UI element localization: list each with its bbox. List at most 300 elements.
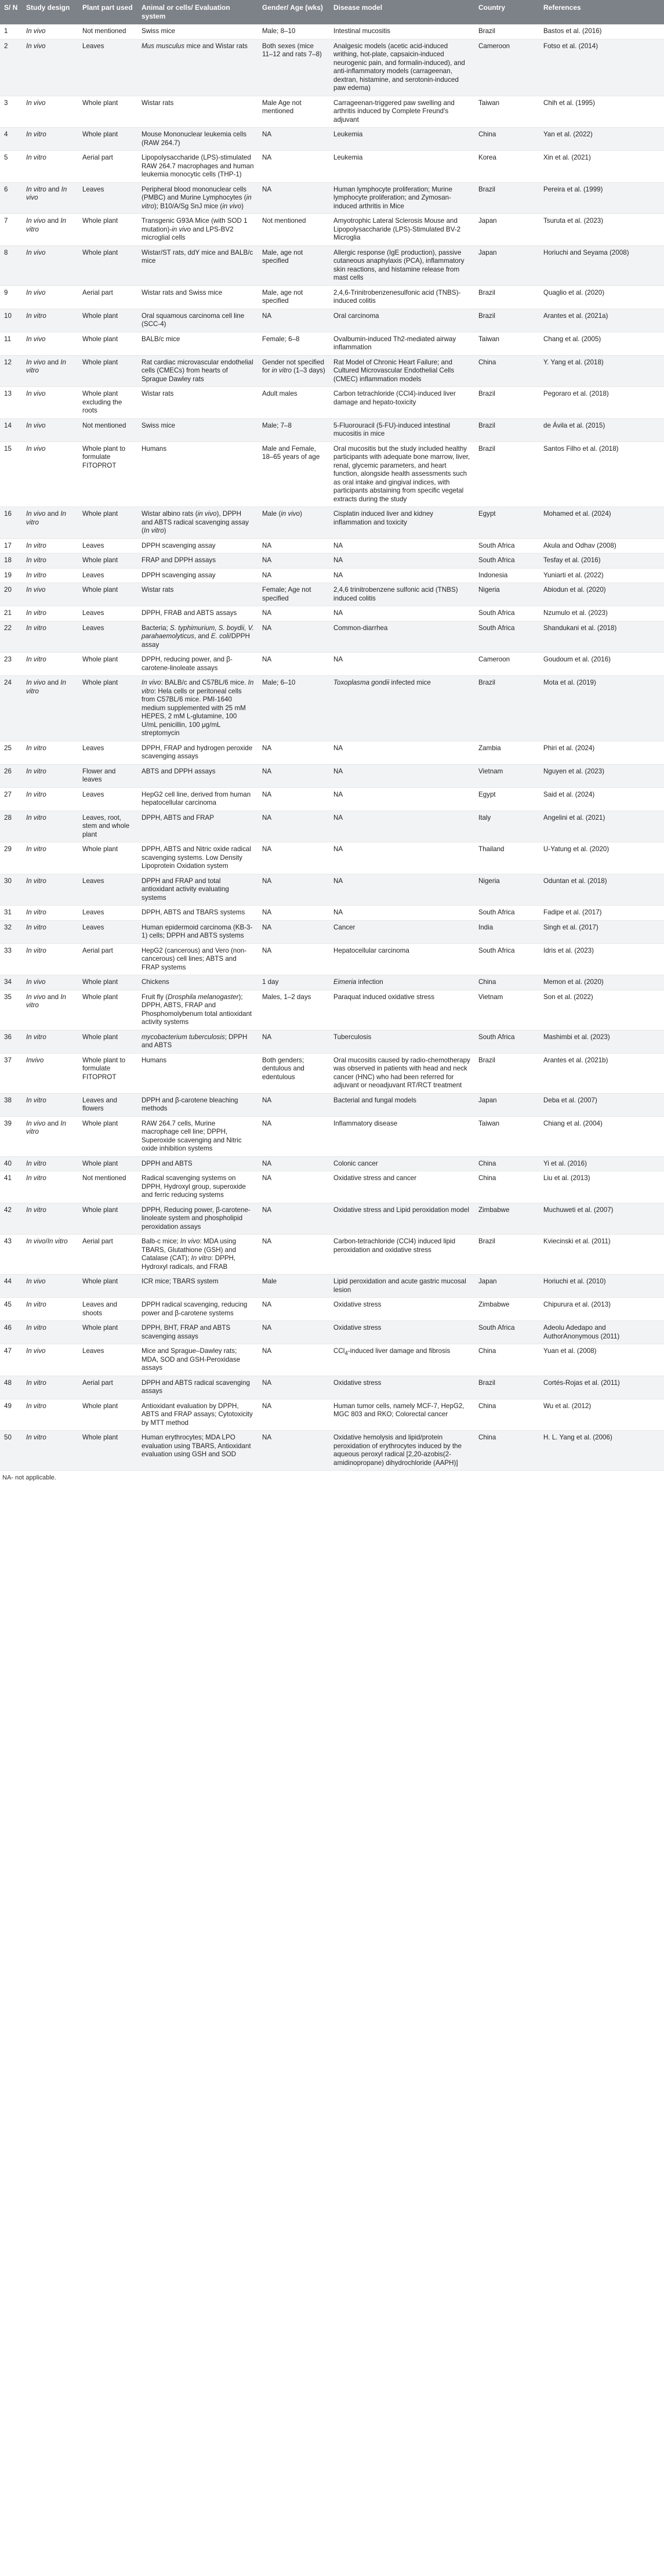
cell-gender-age: Male; 8–10 bbox=[258, 24, 329, 39]
cell-reference: Yan et al. (2022) bbox=[539, 128, 664, 151]
cell-study-design: In vivo and In vitro bbox=[22, 1116, 78, 1156]
cell-study-design: In vivo/In vitro bbox=[22, 1235, 78, 1275]
cell-plant-part: Leaves and shoots bbox=[78, 1298, 137, 1321]
header-plant-part: Plant part used bbox=[78, 0, 137, 24]
cell-reference: Pegoraro et al. (2018) bbox=[539, 387, 664, 419]
cell-country: Egypt bbox=[474, 787, 539, 811]
cell-sn: 45 bbox=[0, 1298, 22, 1321]
cell-study-design: In vitro bbox=[22, 920, 78, 943]
cell-sn: 7 bbox=[0, 214, 22, 246]
cell-country: China bbox=[474, 975, 539, 990]
cell-reference: Mohamed et al. (2024) bbox=[539, 507, 664, 539]
cell-plant-part: Whole plant bbox=[78, 990, 137, 1030]
cell-sn: 39 bbox=[0, 1116, 22, 1156]
table-row bbox=[0, 906, 664, 921]
cell-animal-cells: DPPH and ABTS radical scavenging assays bbox=[137, 1376, 258, 1399]
cell-disease-model: Tuberculosis bbox=[329, 1030, 474, 1053]
cell-sn: 14 bbox=[0, 418, 22, 442]
cell-study-design: In vivo and In vitro bbox=[22, 355, 78, 387]
cell-country: Nigeria bbox=[474, 874, 539, 906]
cell-study-design: In vivo and In vitro bbox=[22, 214, 78, 246]
cell-animal-cells: Oral squamous carcinoma cell line (SCC-4) bbox=[137, 309, 258, 332]
cell-sn: 43 bbox=[0, 1235, 22, 1275]
cell-animal-cells: Bacteria; S. typhimurium, S. boydii, V. parahaemolyticus, and E. coli/DPPH assay bbox=[137, 621, 258, 653]
cell-study-design: In vitro bbox=[22, 811, 78, 842]
cell-study-design: In vitro bbox=[22, 943, 78, 975]
cell-sn: 2 bbox=[0, 39, 22, 96]
cell-disease-model: 5-Fluorouracil (5-FU)-induced intestinal mucositis in mice bbox=[329, 418, 474, 442]
cell-country: South Africa bbox=[474, 538, 539, 553]
cell-country: Taiwan bbox=[474, 96, 539, 128]
table-row bbox=[0, 568, 664, 583]
cell-gender-age: NA bbox=[258, 128, 329, 151]
cell-country: Brazil bbox=[474, 387, 539, 419]
cell-study-design: In vivo bbox=[22, 332, 78, 355]
cell-disease-model: Human tumor cells, namely MCF-7, HepG2, MGC 803 and RKO; Colorectal cancer bbox=[329, 1399, 474, 1431]
cell-country: Korea bbox=[474, 151, 539, 183]
cell-study-design: In vitro bbox=[22, 1431, 78, 1471]
cell-reference: Horiuchi et al. (2010) bbox=[539, 1275, 664, 1298]
cell-plant-part: Aerial part bbox=[78, 1235, 137, 1275]
cell-country: Egypt bbox=[474, 507, 539, 539]
cell-plant-part: Aerial part bbox=[78, 1376, 137, 1399]
cell-country: Brazil bbox=[474, 418, 539, 442]
cell-plant-part: Whole plant bbox=[78, 245, 137, 285]
cell-disease-model: Amyotrophic Lateral Sclerosis Mouse and Lipopolysaccharide (LPS)-Stimulated BV-2 Microglia bbox=[329, 214, 474, 246]
cell-disease-model: NA bbox=[329, 764, 474, 787]
cell-gender-age: NA bbox=[258, 842, 329, 874]
cell-study-design: In vivo bbox=[22, 96, 78, 128]
cell-plant-part: Whole plant bbox=[78, 1399, 137, 1431]
cell-study-design: In vitro bbox=[22, 1298, 78, 1321]
cell-animal-cells: Humans bbox=[137, 442, 258, 507]
cell-study-design: In vivo bbox=[22, 24, 78, 39]
cell-country: South Africa bbox=[474, 1321, 539, 1344]
cell-animal-cells: HepG2 (cancerous) and Vero (non-cancerous) cell lines; ABTS and FRAP systems bbox=[137, 943, 258, 975]
table-row bbox=[0, 538, 664, 553]
cell-study-design: In vitro bbox=[22, 1171, 78, 1203]
cell-reference: de Ávila et al. (2015) bbox=[539, 418, 664, 442]
cell-country: South Africa bbox=[474, 1030, 539, 1053]
cell-gender-age: NA bbox=[258, 151, 329, 183]
cell-reference: Shandukani et al. (2018) bbox=[539, 621, 664, 653]
header-disease-model: Disease model bbox=[329, 0, 474, 24]
cell-gender-age: Male Age not mentioned bbox=[258, 96, 329, 128]
cell-study-design: In vitro bbox=[22, 553, 78, 569]
cell-sn: 31 bbox=[0, 906, 22, 921]
cell-animal-cells: Chickens bbox=[137, 975, 258, 990]
cell-animal-cells: Peripheral blood mononuclear cells (PMBC) and Murine Lymphocytes (in vitro); B10/A/Sg SnJ mice (in vivo) bbox=[137, 182, 258, 214]
cell-plant-part: Leaves bbox=[78, 182, 137, 214]
table-row bbox=[0, 285, 664, 309]
cell-sn: 29 bbox=[0, 842, 22, 874]
table-row bbox=[0, 245, 664, 285]
cell-study-design: In vitro bbox=[22, 128, 78, 151]
cell-animal-cells: Swiss mice bbox=[137, 418, 258, 442]
cell-gender-age: Not mentioned bbox=[258, 214, 329, 246]
table-row bbox=[0, 39, 664, 96]
cell-disease-model: Oral mucositis but the study included healthy participants with adequate bone marrow, liver, renal, glycemic parameters, and heart function, alongside health assessments such as oral intake and gingival indices, with participants abstaining from specific vegetal extracts during the study bbox=[329, 442, 474, 507]
cell-study-design: In vitro bbox=[22, 1030, 78, 1053]
table-row bbox=[0, 1321, 664, 1344]
cell-animal-cells: Fruit fly (Drosphila melanogaster); DPPH, ABTS, FRAP and Phosphomolybenum total antioxidant activity systems bbox=[137, 990, 258, 1030]
cell-plant-part: Leaves bbox=[78, 606, 137, 621]
cell-reference: Deba et al. (2007) bbox=[539, 1093, 664, 1116]
cell-plant-part: Whole plant bbox=[78, 653, 137, 676]
cell-gender-age: NA bbox=[258, 553, 329, 569]
cell-sn: 24 bbox=[0, 676, 22, 741]
table-row bbox=[0, 1171, 664, 1203]
cell-animal-cells: Rat cardiac microvascular endothelial cells (CMECs) from hearts of Sprague Dawley rats bbox=[137, 355, 258, 387]
cell-sn: 13 bbox=[0, 387, 22, 419]
cell-country: Vietnam bbox=[474, 990, 539, 1030]
cell-gender-age: NA bbox=[258, 811, 329, 842]
cell-study-design: In vivo bbox=[22, 583, 78, 606]
cell-country: China bbox=[474, 1399, 539, 1431]
table-row bbox=[0, 355, 664, 387]
cell-sn: 17 bbox=[0, 538, 22, 553]
cell-animal-cells: DPPH and β-carotene bleaching methods bbox=[137, 1093, 258, 1116]
cell-gender-age: NA bbox=[258, 309, 329, 332]
cell-gender-age: Male, age not specified bbox=[258, 285, 329, 309]
cell-sn: 36 bbox=[0, 1030, 22, 1053]
cell-gender-age: NA bbox=[258, 1376, 329, 1399]
cell-reference: Fadipe et al. (2017) bbox=[539, 906, 664, 921]
cell-animal-cells: Human epidermoid carcinoma (KB-3-1) cells; DPPH and ABTS systems bbox=[137, 920, 258, 943]
cell-sn: 47 bbox=[0, 1344, 22, 1376]
cell-animal-cells: RAW 264.7 cells, Murine macrophage cell line; DPPH, Superoxide scavenging and Nitric oxide inhibition systems bbox=[137, 1116, 258, 1156]
cell-sn: 48 bbox=[0, 1376, 22, 1399]
cell-disease-model: Paraquat induced oxidative stress bbox=[329, 990, 474, 1030]
table-row bbox=[0, 764, 664, 787]
cell-country: China bbox=[474, 1171, 539, 1203]
cell-country: Brazil bbox=[474, 309, 539, 332]
cell-animal-cells: BALB/c mice bbox=[137, 332, 258, 355]
cell-gender-age: NA bbox=[258, 764, 329, 787]
cell-reference: Said et al. (2024) bbox=[539, 787, 664, 811]
cell-plant-part: Whole plant bbox=[78, 1030, 137, 1053]
cell-gender-age: NA bbox=[258, 1235, 329, 1275]
cell-plant-part: Whole plant bbox=[78, 128, 137, 151]
cell-study-design: In vitro bbox=[22, 1399, 78, 1431]
cell-animal-cells: Lipopolysaccharide (LPS)-stimulated RAW 264.7 macrophages and human leukemia monocytic cells (THP-1) bbox=[137, 151, 258, 183]
cell-plant-part: Whole plant bbox=[78, 214, 137, 246]
cell-plant-part: Whole plant bbox=[78, 507, 137, 539]
table-row bbox=[0, 418, 664, 442]
cell-reference: Muchuweti et al. (2007) bbox=[539, 1203, 664, 1235]
cell-sn: 38 bbox=[0, 1093, 22, 1116]
cell-animal-cells: DPPH radical scavenging, reducing power and β-carotene systems bbox=[137, 1298, 258, 1321]
table-row bbox=[0, 1093, 664, 1116]
cell-gender-age: NA bbox=[258, 1116, 329, 1156]
table-row bbox=[0, 1275, 664, 1298]
cell-study-design: In vitro bbox=[22, 621, 78, 653]
cell-sn: 11 bbox=[0, 332, 22, 355]
cell-gender-age: Male and Female, 18–65 years of age bbox=[258, 442, 329, 507]
cell-reference: Oduntan et al. (2018) bbox=[539, 874, 664, 906]
cell-reference: Pereira et al. (1999) bbox=[539, 182, 664, 214]
cell-disease-model: Leukemia bbox=[329, 151, 474, 183]
table-row bbox=[0, 874, 664, 906]
cell-gender-age: NA bbox=[258, 1399, 329, 1431]
cell-reference: Tesfay et al. (2016) bbox=[539, 553, 664, 569]
cell-disease-model: Human lymphocyte proliferation; Murine lymphocyte proliferation; and Zymosan-induced arthritis in Mice bbox=[329, 182, 474, 214]
table-row bbox=[0, 507, 664, 539]
cell-plant-part: Whole plant to formulate FITOPROT bbox=[78, 1053, 137, 1093]
cell-reference: Yi et al. (2016) bbox=[539, 1156, 664, 1171]
cell-country: Brazil bbox=[474, 1376, 539, 1399]
cell-animal-cells: DPPH, FRAP and hydrogen peroxide scavenging assays bbox=[137, 741, 258, 764]
cell-gender-age: NA bbox=[258, 741, 329, 764]
cell-sn: 34 bbox=[0, 975, 22, 990]
cell-sn: 37 bbox=[0, 1053, 22, 1093]
cell-study-design: In vitro bbox=[22, 568, 78, 583]
cell-country: Brazil bbox=[474, 1053, 539, 1093]
cell-disease-model: Oxidative stress and cancer bbox=[329, 1171, 474, 1203]
cell-plant-part: Whole plant bbox=[78, 1156, 137, 1171]
cell-reference: Idris et al. (2023) bbox=[539, 943, 664, 975]
cell-reference: U-Yatung et al. (2020) bbox=[539, 842, 664, 874]
cell-country: South Africa bbox=[474, 621, 539, 653]
table-row bbox=[0, 1431, 664, 1471]
cell-study-design: In vivo and In vitro bbox=[22, 676, 78, 741]
cell-reference: Arantes et al. (2021a) bbox=[539, 309, 664, 332]
cell-disease-model: Carbon-tetrachloride (CCl4) induced lipid peroxidation and oxidative stress bbox=[329, 1235, 474, 1275]
cell-country: South Africa bbox=[474, 906, 539, 921]
cell-reference: Yuniarti et al. (2022) bbox=[539, 568, 664, 583]
table-row bbox=[0, 332, 664, 355]
cell-study-design: In vivo bbox=[22, 285, 78, 309]
cell-reference: Wu et al. (2012) bbox=[539, 1399, 664, 1431]
cell-gender-age: Male bbox=[258, 1275, 329, 1298]
cell-sn: 28 bbox=[0, 811, 22, 842]
cell-study-design: In vitro bbox=[22, 787, 78, 811]
cell-disease-model: Hepatocellular carcinoma bbox=[329, 943, 474, 975]
cell-reference: Singh et al. (2017) bbox=[539, 920, 664, 943]
cell-plant-part: Not mentioned bbox=[78, 24, 137, 39]
cell-country: Japan bbox=[474, 245, 539, 285]
cell-disease-model: NA bbox=[329, 811, 474, 842]
cell-animal-cells: Wistar rats bbox=[137, 96, 258, 128]
cell-sn: 19 bbox=[0, 568, 22, 583]
cell-disease-model: Oral carcinoma bbox=[329, 309, 474, 332]
cell-reference: Xin et al. (2021) bbox=[539, 151, 664, 183]
cell-sn: 23 bbox=[0, 653, 22, 676]
cell-disease-model: NA bbox=[329, 874, 474, 906]
cell-plant-part: Whole plant bbox=[78, 676, 137, 741]
cell-disease-model: NA bbox=[329, 842, 474, 874]
cell-plant-part: Whole plant bbox=[78, 583, 137, 606]
cell-sn: 18 bbox=[0, 553, 22, 569]
cell-plant-part: Whole plant bbox=[78, 975, 137, 990]
table-row bbox=[0, 787, 664, 811]
cell-study-design: In vitro bbox=[22, 151, 78, 183]
cell-plant-part: Aerial part bbox=[78, 943, 137, 975]
cell-disease-model: 2,4,6 trinitrobenzene sulfonic acid (TNBS) induced colitis bbox=[329, 583, 474, 606]
cell-study-design: In vitro and In vivo bbox=[22, 182, 78, 214]
cell-reference: Akula and Odhav (2008) bbox=[539, 538, 664, 553]
cell-disease-model: Intestinal mucositis bbox=[329, 24, 474, 39]
cell-animal-cells: ABTS and DPPH assays bbox=[137, 764, 258, 787]
cell-plant-part: Whole plant bbox=[78, 1321, 137, 1344]
cell-plant-part: Whole plant bbox=[78, 1431, 137, 1471]
cell-study-design: In vivo and In vitro bbox=[22, 990, 78, 1030]
cell-country: Zimbabwe bbox=[474, 1298, 539, 1321]
cell-country: South Africa bbox=[474, 553, 539, 569]
cell-animal-cells: DPPH, reducing power, and β-carotene-linoleate assays bbox=[137, 653, 258, 676]
cell-sn: 4 bbox=[0, 128, 22, 151]
cell-disease-model: Lipid peroxidation and acute gastric mucosal lesion bbox=[329, 1275, 474, 1298]
cell-sn: 15 bbox=[0, 442, 22, 507]
cell-gender-age: Adult males bbox=[258, 387, 329, 419]
table-row bbox=[0, 1298, 664, 1321]
cell-animal-cells: Transgenic G93A Mice (with SOD 1 mutation)-in vivo and LPS-BV2 microglial cells bbox=[137, 214, 258, 246]
cell-gender-age: NA bbox=[258, 1203, 329, 1235]
cell-plant-part: Aerial part bbox=[78, 151, 137, 183]
cell-sn: 16 bbox=[0, 507, 22, 539]
cell-reference: Liu et al. (2013) bbox=[539, 1171, 664, 1203]
cell-reference: Nzumulo et al. (2023) bbox=[539, 606, 664, 621]
cell-plant-part: Leaves bbox=[78, 874, 137, 906]
cell-country: Brazil bbox=[474, 1235, 539, 1275]
cell-country: Italy bbox=[474, 811, 539, 842]
cell-disease-model: Oxidative hemolysis and lipid/protein peroxidation of erythrocytes induced by the aqueous peroxyl radical [2,20-azobis(2-amidinopropane) dihydrochloride (AAPH)] bbox=[329, 1431, 474, 1471]
cell-plant-part: Flower and leaves bbox=[78, 764, 137, 787]
table-row bbox=[0, 214, 664, 246]
cell-animal-cells: Balb-c mice; In vivo: MDA using TBARS, Glutathione (GSH) and Catalase (CAT); In vitro: DPPH, Hydroxyl radicals, and FRAB bbox=[137, 1235, 258, 1275]
cell-disease-model: Colonic cancer bbox=[329, 1156, 474, 1171]
cell-disease-model: Oxidative stress bbox=[329, 1321, 474, 1344]
cell-gender-age: NA bbox=[258, 1431, 329, 1471]
cell-disease-model: Oxidative stress bbox=[329, 1376, 474, 1399]
cell-reference: Bastos et al. (2016) bbox=[539, 24, 664, 39]
cell-disease-model: Leukemia bbox=[329, 128, 474, 151]
cell-disease-model: Toxoplasma gondii infected mice bbox=[329, 676, 474, 741]
cell-disease-model: Inflammatory disease bbox=[329, 1116, 474, 1156]
cell-animal-cells: Wistar rats bbox=[137, 583, 258, 606]
cell-sn: 40 bbox=[0, 1156, 22, 1171]
cell-animal-cells: Wistar rats bbox=[137, 387, 258, 419]
cell-disease-model: Carbon tetrachloride (CCl4)-induced liver damage and hepato-toxicity bbox=[329, 387, 474, 419]
cell-reference: H. L. Yang et al. (2006) bbox=[539, 1431, 664, 1471]
cell-study-design: In vitro bbox=[22, 1203, 78, 1235]
cell-plant-part: Whole plant bbox=[78, 309, 137, 332]
cell-country: Taiwan bbox=[474, 1116, 539, 1156]
cell-sn: 30 bbox=[0, 874, 22, 906]
cell-disease-model: NA bbox=[329, 787, 474, 811]
cell-plant-part: Whole plant bbox=[78, 1275, 137, 1298]
cell-gender-age: NA bbox=[258, 906, 329, 921]
cell-plant-part: Aerial part bbox=[78, 285, 137, 309]
table-row bbox=[0, 653, 664, 676]
cell-gender-age: NA bbox=[258, 920, 329, 943]
cell-animal-cells: DPPH, ABTS and TBARS systems bbox=[137, 906, 258, 921]
cell-country: China bbox=[474, 128, 539, 151]
cell-disease-model: Cisplatin induced liver and kidney inflammation and toxicity bbox=[329, 507, 474, 539]
cell-reference: Tsuruta et al. (2023) bbox=[539, 214, 664, 246]
cell-disease-model: Carrageenan-triggered paw swelling and arthritis induced by Complete Freund's adjuvant bbox=[329, 96, 474, 128]
cell-reference: Fotso et al. (2014) bbox=[539, 39, 664, 96]
cell-gender-age: NA bbox=[258, 606, 329, 621]
cell-country: Cameroon bbox=[474, 653, 539, 676]
header-study-design: Study design bbox=[22, 0, 78, 24]
cell-sn: 44 bbox=[0, 1275, 22, 1298]
table-row bbox=[0, 920, 664, 943]
header-references: References bbox=[539, 0, 664, 24]
table-row bbox=[0, 1116, 664, 1156]
cell-plant-part: Leaves bbox=[78, 1344, 137, 1376]
cell-animal-cells: Radical scavenging systems on DPPH, Hydroxyl group, superoxide and ferric reducing systems bbox=[137, 1171, 258, 1203]
table-row bbox=[0, 621, 664, 653]
cell-sn: 27 bbox=[0, 787, 22, 811]
table-row bbox=[0, 741, 664, 764]
cell-animal-cells: Mouse Mononuclear leukemia cells (RAW 264.7) bbox=[137, 128, 258, 151]
cell-reference: Memon et al. (2020) bbox=[539, 975, 664, 990]
cell-plant-part: Whole plant bbox=[78, 553, 137, 569]
cell-plant-part: Whole plant bbox=[78, 355, 137, 387]
cell-study-design: In vitro bbox=[22, 1321, 78, 1344]
cell-country: Thailand bbox=[474, 842, 539, 874]
cell-country: South Africa bbox=[474, 606, 539, 621]
cell-study-design: In vitro bbox=[22, 538, 78, 553]
cell-sn: 6 bbox=[0, 182, 22, 214]
cell-animal-cells: DPPH, Reducing power, β-carotene-linoleate system and phospholipid peroxidation assays bbox=[137, 1203, 258, 1235]
cell-gender-age: Female; Age not specified bbox=[258, 583, 329, 606]
cell-gender-age: Male, age not specified bbox=[258, 245, 329, 285]
cell-sn: 1 bbox=[0, 24, 22, 39]
cell-animal-cells: Mice and Sprague–Dawley rats; MDA, SOD and GSH-Peroxidase assays bbox=[137, 1344, 258, 1376]
cell-gender-age: Male (in vivo) bbox=[258, 507, 329, 539]
cell-animal-cells: Mus musculus mice and Wistar rats bbox=[137, 39, 258, 96]
header-row bbox=[0, 0, 664, 24]
cell-reference: Son et al. (2022) bbox=[539, 990, 664, 1030]
cell-animal-cells: Antioxidant evaluation by DPPH, ABTS and FRAP assays; Cytotoxicity by MTT method bbox=[137, 1399, 258, 1431]
cell-sn: 33 bbox=[0, 943, 22, 975]
table-row bbox=[0, 309, 664, 332]
cell-disease-model: Common-diarrhea bbox=[329, 621, 474, 653]
cell-plant-part: Leaves bbox=[78, 621, 137, 653]
table-row bbox=[0, 1399, 664, 1431]
cell-gender-age: NA bbox=[258, 874, 329, 906]
cell-animal-cells: Wistar/ST rats, ddY mice and BALB/c mice bbox=[137, 245, 258, 285]
table-row bbox=[0, 1235, 664, 1275]
cell-plant-part: Leaves bbox=[78, 787, 137, 811]
cell-gender-age: Both genders; dentulous and edentulous bbox=[258, 1053, 329, 1093]
cell-reference: Mota et al. (2019) bbox=[539, 676, 664, 741]
cell-country: Taiwan bbox=[474, 332, 539, 355]
cell-disease-model: NA bbox=[329, 538, 474, 553]
cell-sn: 8 bbox=[0, 245, 22, 285]
cell-animal-cells: Wistar albino rats (in vivo), DPPH and ABTS radical scavenging assay (In vitro) bbox=[137, 507, 258, 539]
cell-disease-model: Allergic response (IgE production), passive cutaneous anaphylaxis (PCA), inflammatory skin reactions, and histamine release from mast cells bbox=[329, 245, 474, 285]
header-animal-cells: Animal or cells/ Evaluation system bbox=[137, 0, 258, 24]
cell-reference: Phiri et al. (2024) bbox=[539, 741, 664, 764]
table-row bbox=[0, 24, 664, 39]
cell-reference: Mashimbi et al. (2023) bbox=[539, 1030, 664, 1053]
cell-study-design: In vitro bbox=[22, 1156, 78, 1171]
cell-disease-model: Cancer bbox=[329, 920, 474, 943]
cell-gender-age: NA bbox=[258, 1321, 329, 1344]
cell-gender-age: NA bbox=[258, 787, 329, 811]
cell-plant-part: Whole plant bbox=[78, 96, 137, 128]
cell-sn: 41 bbox=[0, 1171, 22, 1203]
table-row bbox=[0, 1053, 664, 1093]
cell-reference: Santos Filho et al. (2018) bbox=[539, 442, 664, 507]
cell-gender-age: NA bbox=[258, 621, 329, 653]
cell-disease-model: Rat Model of Chronic Heart Failure; and Cultured Microvascular Endothelial Cells (CMEC) inflammation models bbox=[329, 355, 474, 387]
table-row bbox=[0, 387, 664, 419]
cell-study-design: In vivo bbox=[22, 387, 78, 419]
